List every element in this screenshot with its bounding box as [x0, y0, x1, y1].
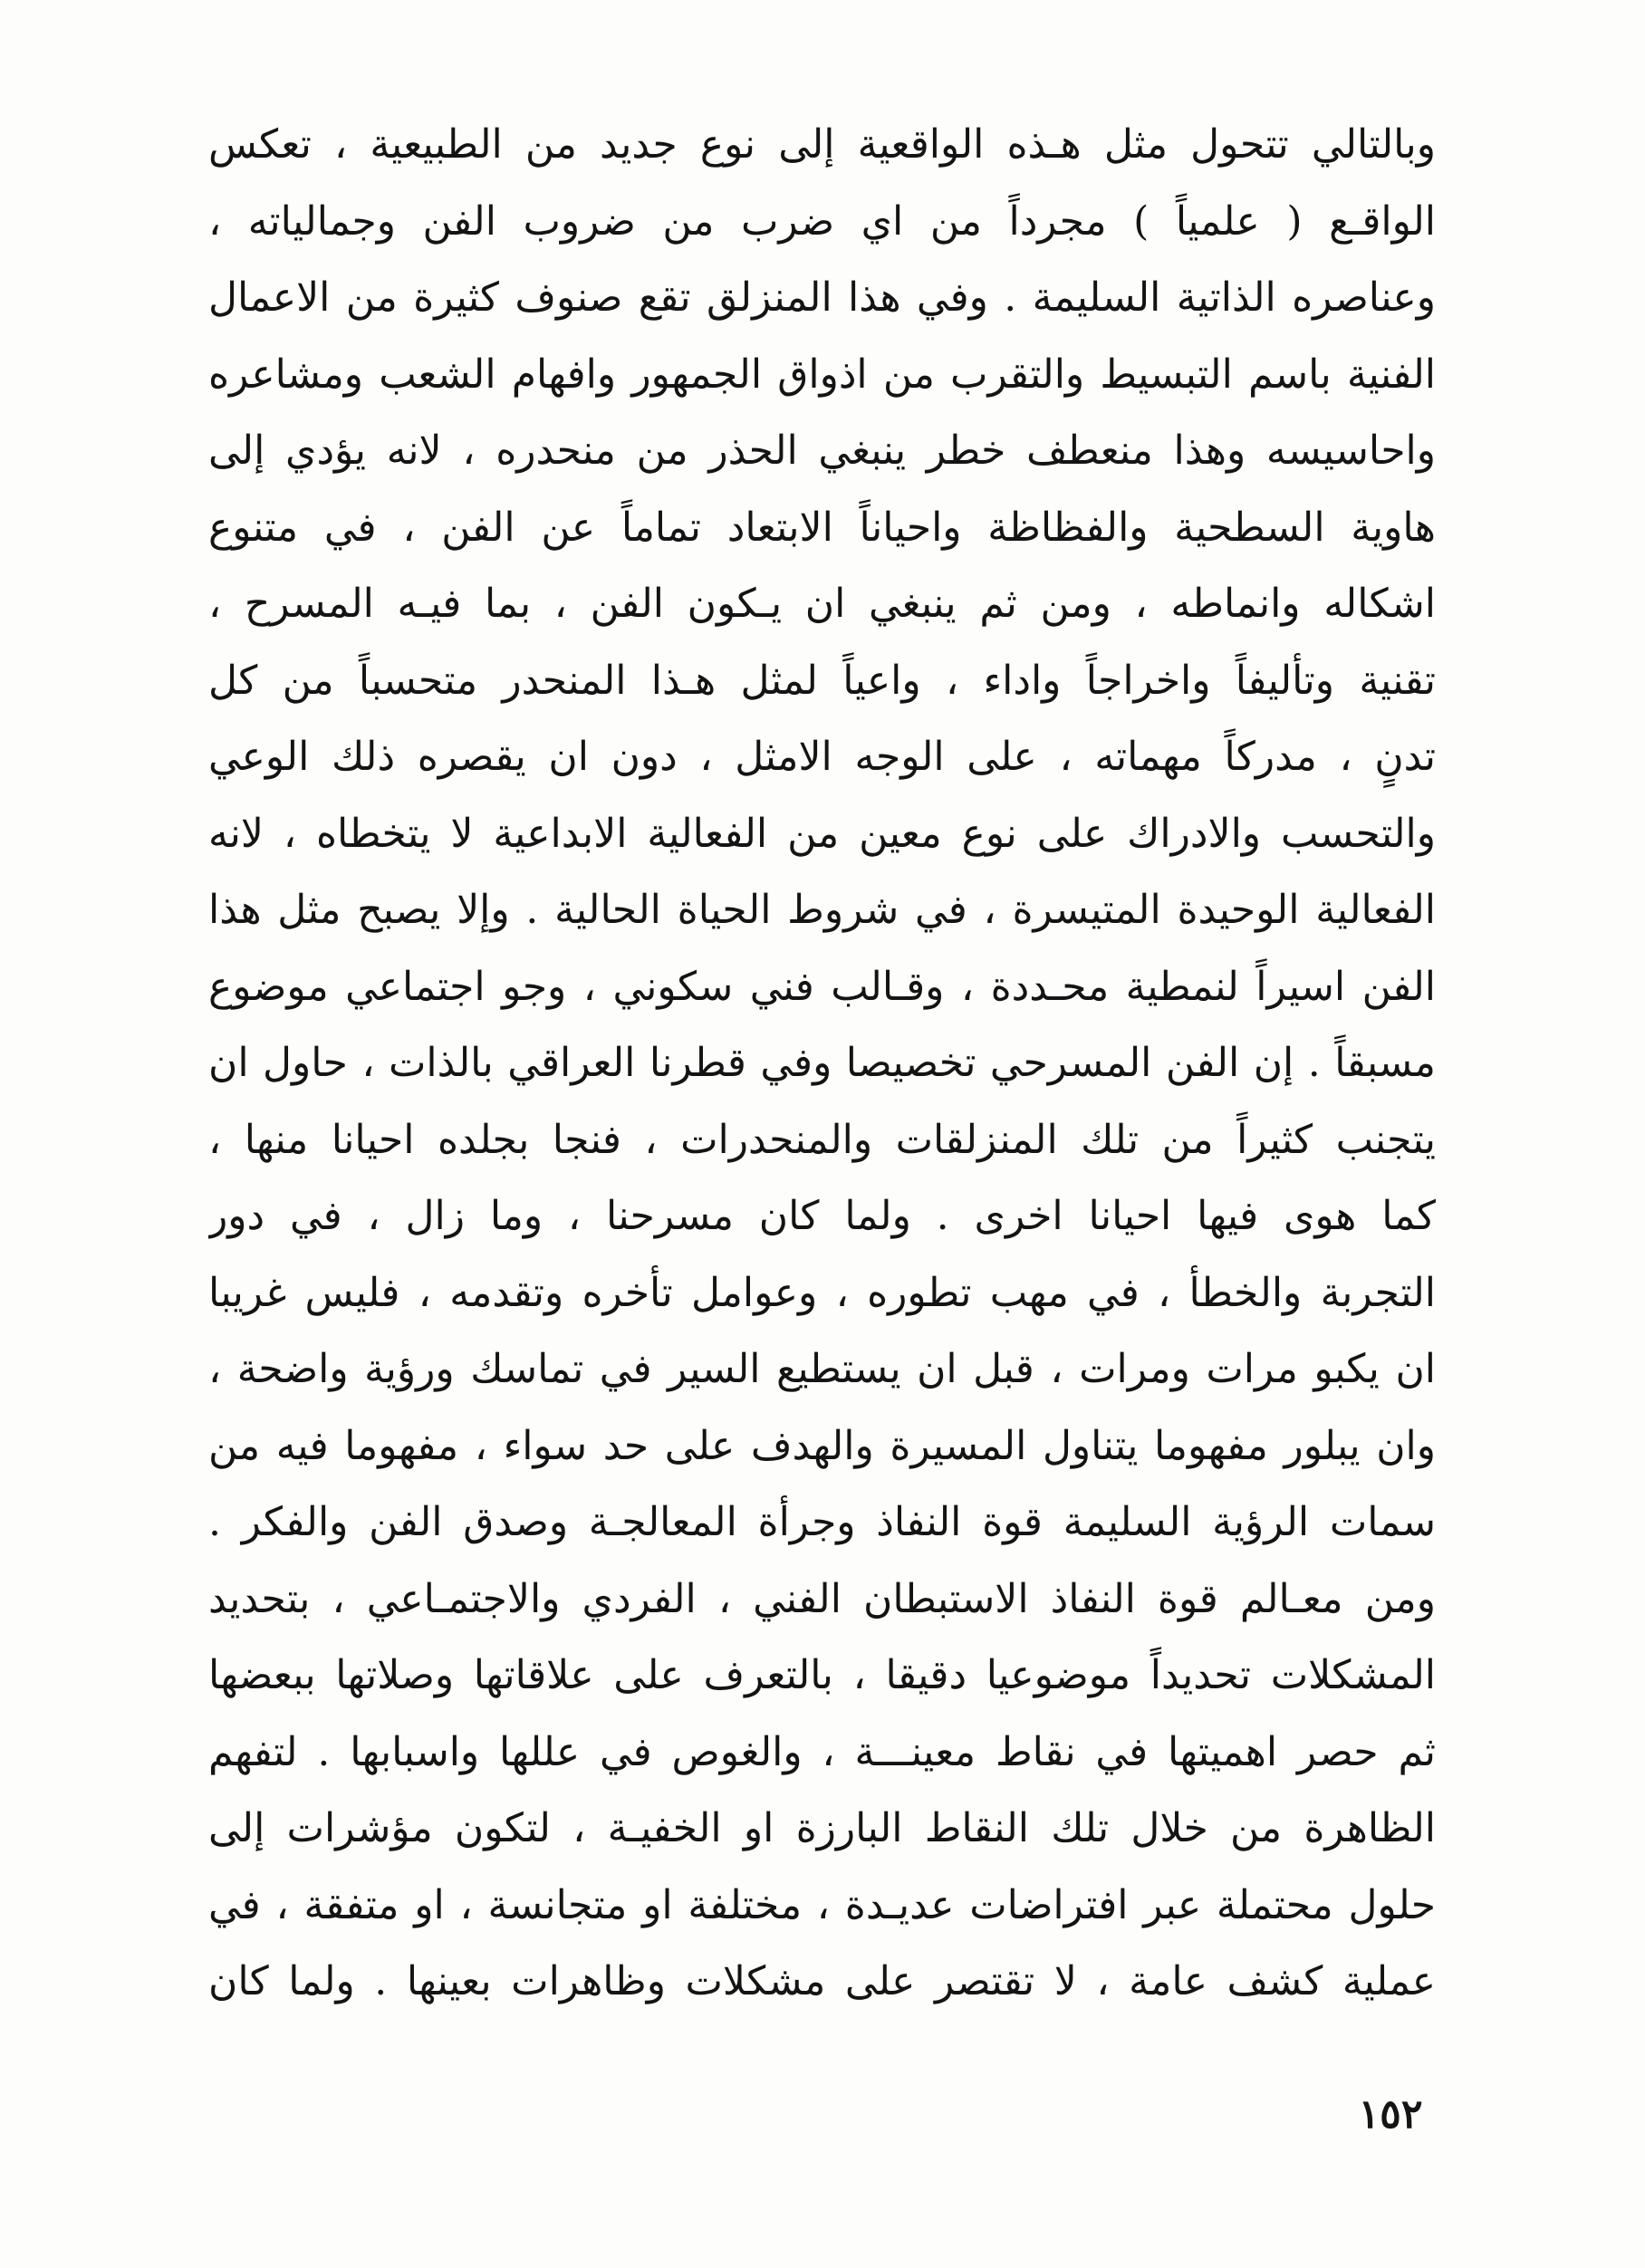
text-line: المشكلات تحديداً موضوعيا دقيقا ، بالتعرف على علاقاتها وصلاتها ببعضها — [208, 1652, 1436, 1698]
text-line: وعناصره الذاتية السليمة . وفي هذا المنزلق تقع صنوف كثيرة من الاعمال — [208, 274, 1436, 321]
text-line: واحاسيسه وهذا منعطف خطر ينبغي الحذر من منحدره ، لانه يؤدي إلى — [208, 428, 1436, 474]
text-line: اشكاله وانماطه ، ومن ثم ينبغي ان يـكون الفن ، بما فيـه المسرح ، — [208, 581, 1436, 627]
text-line: يتجنب كثيراً من تلك المنزلقات والمنحدرات ، فنجا بجلده احيانا منها ، — [208, 1116, 1436, 1163]
text-line: ومن معـالم قوة النفاذ الاستبطان الفني ، الفردي والاجتمـاعي ، بتحديد — [208, 1575, 1436, 1622]
text-line: سمات الرؤية السليمة قوة النفاذ وجرأة المعالجـة وصدق الفن والفكر . — [208, 1499, 1436, 1545]
text-line: التجربة والخطأ ، في مهب تطوره ، وعوامل تأخره وتقدمه ، فليس غريبا — [208, 1269, 1436, 1316]
text-line: تقنية وتأليفاً واخراجاً واداء ، واعياً لمثل هـذا المنحدر متحسباً من كل — [208, 657, 1436, 704]
text-line: الظاهرة من خلال تلك النقاط البارزة او الخفيـة ، لتكون مؤشرات إلى — [208, 1805, 1436, 1851]
text-line: وان يبلور مفهوما يتناول المسيرة والهدف على حد سواء ، مفهوما فيه من — [208, 1422, 1436, 1469]
text-line: مسبقاً . إن الفن المسرحي تخصيصا وفي قطرنا العراقي بالذات ، حاول ان — [208, 1040, 1436, 1086]
body-text — [208, 107, 1436, 2021]
text-line: الواقـع ( علمياً ) مجرداً من اي ضرب من ضروب الفن وجمالياته ، — [208, 197, 1436, 245]
text-line: وبالتالي تتحول مثل هـذه الواقعية إلى نوع جديد من الطبيعية ، تعكس — [208, 121, 1436, 168]
text-line: حلول محتملة عبر افتراضات عديـدة ، مختلفة او متجانسة ، او متفقة ، في — [208, 1881, 1436, 1928]
page-number: ١٥٢ — [1358, 2091, 1423, 2138]
text-line: والتحسب والادراك على نوع معين من الفعالية الابداعية لا يتخطاه ، لانه — [208, 810, 1436, 857]
text-line: ثم حصر اهميتها في نقاط معينـــة ، والغوص في عللها واسبابها . لتفهم — [208, 1728, 1436, 1775]
text-line: الفن اسيراً لنمطية محـددة ، وقـالب فني سكوني ، وجو اجتماعي موضوع — [208, 963, 1436, 1010]
text-line: الفعالية الوحيدة المتيسرة ، في شروط الحياة الحالية . وإلا يصبح مثل هذا — [208, 887, 1436, 933]
text-line: ان يكبو مرات ومرات ، قبل ان يستطيع السير في تماسك ورؤية واضحة ، — [208, 1346, 1436, 1392]
text-line: كما هوى فيها احيانا اخرى . ولما كان مسرحنا ، وما زال ، في دور — [208, 1193, 1436, 1239]
text-line: تدنٍ ، مدركاً مهماته ، على الوجه الامثل ، دون ان يقصره ذلك الوعي — [208, 734, 1436, 780]
text-line: هاوية السطحية والفظاظة واحياناً الابتعاد تماماً عن الفن ، في متنوع — [208, 504, 1436, 551]
text-line: عملية كشف عامة ، لا تقتصر على مشكلات وظاهرات بعينها . ولما كان — [208, 1958, 1436, 2004]
text-line: الفنية باسم التبسيط والتقرب من اذواق الجمهور وافهام الشعب ومشاعره — [208, 351, 1436, 398]
